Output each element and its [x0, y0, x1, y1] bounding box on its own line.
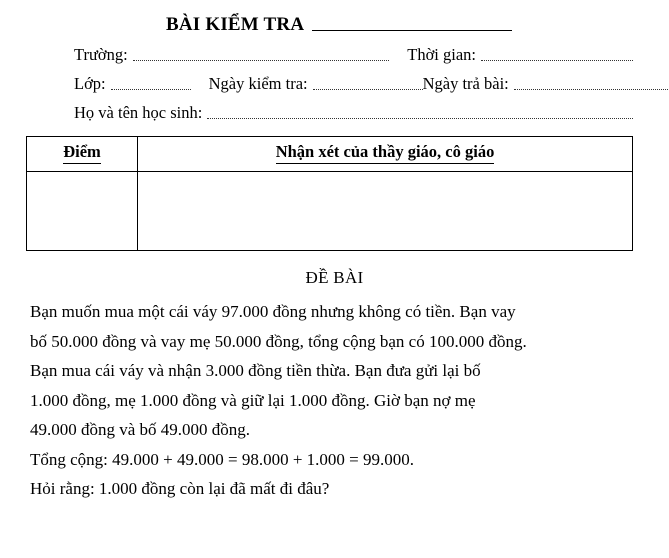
question-line: Hỏi rằng: 1.000 đồng còn lại đã mất đi đâu?: [30, 479, 330, 499]
page-title: BÀI KIỂM TRA: [166, 14, 305, 35]
title-row: [36, 14, 633, 36]
table-cell-nhanxet[interactable]: [138, 172, 633, 251]
time-label: Thời gian:: [407, 45, 476, 64]
question-line: 49.000 đồng và bố 49.000 đồng.: [30, 420, 251, 440]
return-date-input[interactable]: [514, 88, 669, 90]
question-line: 1.000 đồng, mẹ 1.000 đồng và giữ lại 1.000 đồng. Giờ bạn nợ mẹ: [30, 390, 476, 410]
return-date-label: Ngày trả bài:: [422, 74, 509, 93]
table-header-diem-label: Điểm: [63, 142, 101, 164]
question-line: Bạn mua cái váy và nhận 3.000 đồng tiền thừa. Bạn đưa gửi lại bố: [30, 361, 481, 381]
test-date-input[interactable]: [313, 88, 423, 90]
table-header-diem: [27, 137, 138, 172]
grade-table: [26, 136, 633, 251]
student-name-row: [36, 103, 633, 123]
table-header-nhanxet-label: Nhận xét của thầy giáo, cô giáo: [276, 142, 495, 164]
question-line: Bạn muốn mua một cái váy 97.000 đồng nhưng không có tiền. Bạn vay: [30, 302, 516, 321]
document-header: [0, 0, 669, 123]
section-title: ĐỀ BÀI: [305, 268, 364, 287]
school-time-row: [36, 45, 633, 65]
student-name-label: Họ và tên học sinh:: [74, 103, 203, 122]
table-header-nhanxet: [138, 137, 633, 172]
class-dates-row: [36, 74, 633, 94]
title-underline-fill: [312, 29, 512, 31]
class-label: Lớp:: [74, 74, 106, 93]
question-line: bố 50.000 đồng và vay mẹ 50.000 đồng, tổng cộng bạn có 100.000 đồng.: [30, 331, 527, 351]
question-body: [30, 298, 639, 503]
class-input[interactable]: [111, 88, 191, 90]
school-label: Trường:: [74, 45, 128, 64]
test-date-label: Ngày kiểm tra:: [208, 74, 308, 93]
table-header-row: [27, 137, 633, 172]
question-line: Tổng cộng: 49.000 + 49.000 = 98.000 + 1.000 = 99.000.: [30, 449, 415, 469]
grade-table-wrapper: [26, 136, 633, 251]
table-row: [27, 172, 633, 251]
student-name-input[interactable]: [207, 117, 633, 119]
school-input[interactable]: [133, 59, 389, 61]
table-cell-diem[interactable]: [27, 172, 138, 251]
time-input[interactable]: [481, 59, 633, 61]
